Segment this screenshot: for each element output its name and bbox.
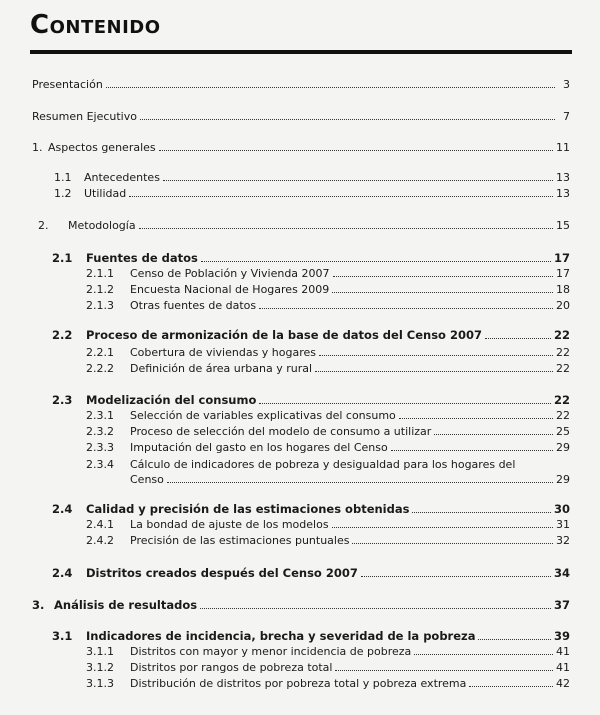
toc-entry-title: Censo de Población y Vivienda 2007 (130, 267, 330, 280)
toc-entry-title: Metodología (68, 219, 136, 232)
dot-leader (414, 646, 553, 655)
dot-leader (139, 220, 553, 229)
toc-entry (86, 473, 570, 486)
toc-entry-title: Distribución de distritos por pobreza total y pobreza extrema (130, 677, 467, 690)
toc-entry (52, 251, 570, 265)
toc-entry-number: 3.1.2 (86, 661, 114, 674)
dot-leader (478, 631, 551, 640)
dot-leader (163, 172, 553, 181)
toc-entry (52, 566, 570, 580)
toc-entry-page: 22 (556, 409, 570, 422)
toc-entry-number: 2. (38, 219, 49, 232)
toc-entry (86, 283, 570, 296)
toc-entry (86, 346, 570, 359)
dot-leader (315, 363, 553, 372)
dot-leader (167, 474, 553, 483)
dot-leader (200, 600, 551, 609)
toc-entry-page: 15 (556, 219, 570, 232)
toc-entry-number: 2.2 (52, 328, 73, 342)
dot-leader (319, 347, 553, 356)
toc-entry-number: 2.3.2 (86, 425, 114, 438)
toc-entry-title: Otras fuentes de datos (130, 299, 257, 312)
toc-entry-page: 22 (556, 346, 570, 359)
dot-leader (332, 519, 553, 528)
toc-entry-page: 11 (556, 141, 570, 154)
dot-leader (106, 79, 555, 88)
toc-entry-title: Resumen Ejecutivo (32, 110, 137, 123)
toc-entry-title: Distritos con mayor y menor incidencia de pobreza (130, 645, 412, 658)
toc-entry-page: 32 (556, 534, 570, 547)
toc-entry-title: Fuentes de datos (86, 251, 198, 265)
dot-leader (333, 268, 553, 277)
dot-leader (140, 111, 555, 120)
toc-entry-number: 2.3.4 (86, 458, 114, 471)
toc-entry-title: Antecedentes (84, 171, 160, 184)
toc-entry-page: 13 (556, 171, 570, 184)
toc-entry-title: Imputación del gasto en los hogares del Censo (130, 441, 388, 454)
toc-entry-page: 22 (553, 393, 570, 407)
toc-entry (86, 409, 570, 422)
dot-leader (391, 442, 553, 451)
dot-leader (259, 395, 551, 404)
toc-entry-number: 1.1 (54, 171, 72, 184)
toc-entry (86, 645, 570, 658)
toc-entry-number: 1.2 (54, 187, 72, 200)
toc-entry-title: Definición de área urbana y rural (130, 362, 313, 375)
toc-entry (86, 457, 515, 472)
toc-entry-title: Utilidad (84, 187, 127, 200)
toc-entry (52, 629, 570, 643)
toc-entry-page: 29 (556, 473, 570, 486)
toc-entry-number: 2.1.2 (86, 283, 114, 296)
toc-entry-title: Análisis de resultados (54, 598, 198, 612)
toc-entry-page: 22 (556, 362, 570, 375)
toc-entry-page: 29 (556, 441, 570, 454)
toc-entry-number: 2.3.1 (86, 409, 114, 422)
dot-leader (399, 410, 553, 419)
toc-entry (54, 187, 570, 200)
dot-leader (485, 330, 551, 339)
toc-entry (86, 425, 570, 438)
toc-entry (86, 534, 570, 547)
toc-entry-title: Aspectos generales (48, 141, 156, 154)
dot-leader (469, 678, 553, 687)
dot-leader (434, 426, 553, 435)
toc-entry-page: 37 (553, 598, 570, 612)
toc-entry-number: 2.1 (52, 251, 73, 265)
toc-entry-number: 2.1.3 (86, 299, 114, 312)
toc-entry (52, 328, 570, 342)
toc-entry (52, 502, 570, 516)
toc-entry-title: Censo (130, 473, 164, 486)
toc-entry (54, 171, 570, 184)
toc-entry-number: 3. (32, 598, 45, 612)
toc-entry-page: 34 (553, 566, 570, 580)
dot-leader (332, 284, 553, 293)
toc-entry (86, 441, 570, 454)
toc-entry-title: Proceso de armonización de la base de datos del Censo 2007 (86, 328, 482, 342)
toc-entry-page: 25 (556, 425, 570, 438)
toc-entry (38, 219, 570, 232)
dot-leader (259, 300, 553, 309)
toc-entry-page: 41 (556, 661, 570, 674)
toc-entry-number: 2.2.1 (86, 346, 114, 359)
toc-entry (86, 661, 570, 674)
page-title: Contenido (30, 10, 161, 40)
toc-entry-number: 3.1.3 (86, 677, 114, 690)
dot-leader (361, 568, 551, 577)
toc-entry-title: Modelización del consumo (86, 393, 257, 407)
toc-entry-title: Presentación (32, 78, 103, 91)
toc-entry-number: 2.4 (52, 566, 73, 580)
toc-entry-page: 31 (556, 518, 570, 531)
toc-entry-page: 17 (556, 267, 570, 280)
toc-entry (86, 362, 570, 375)
toc-entry-title: Encuesta Nacional de Hogares 2009 (130, 283, 330, 296)
toc-entry-page: 13 (556, 187, 570, 200)
toc-entry-number: 3.1.1 (86, 645, 114, 658)
toc-entry-number: 2.4.1 (86, 518, 114, 531)
dot-leader (129, 188, 553, 197)
toc-entry (32, 598, 570, 612)
dot-leader (335, 662, 553, 671)
dot-leader (201, 253, 551, 262)
toc-entry-page: 39 (553, 629, 570, 643)
dot-leader (352, 535, 553, 544)
toc-entry (32, 141, 570, 154)
toc-entry-number: 2.4.2 (86, 534, 114, 547)
toc-entry-title: Calidad y precisión de las estimaciones obtenidas (86, 502, 410, 516)
toc-entry-page: 42 (556, 677, 570, 690)
title-rule (30, 50, 572, 54)
toc-entry-number: 2.3 (52, 393, 73, 407)
toc-entry-title: La bondad de ajuste de los modelos (130, 518, 329, 531)
toc-entry-page: 30 (553, 502, 570, 516)
toc-entry-page: 7 (563, 110, 570, 123)
toc-entry-page: 41 (556, 645, 570, 658)
toc-entry-number: 1. (32, 141, 43, 154)
toc-entry-title: Distritos por rangos de pobreza total (130, 661, 333, 674)
toc-entry-title: Indicadores de incidencia, brecha y severidad de la pobreza (86, 629, 476, 643)
toc-entry-title: Cálculo de indicadores de pobreza y desigualdad para los hogares del (130, 458, 516, 471)
toc-entry-title: Proceso de selección del modelo de consumo a utilizar (130, 425, 432, 438)
toc-entry (52, 393, 570, 407)
toc-entry (86, 677, 570, 690)
toc-entry (86, 299, 570, 312)
toc-entry-page: 20 (556, 299, 570, 312)
dot-leader (159, 142, 553, 151)
toc-entry-title: Distritos creados después del Censo 2007 (86, 566, 358, 580)
toc-entry-title: Selección de variables explicativas del consumo (130, 409, 396, 422)
toc-entry-page: 18 (556, 283, 570, 296)
toc-entry (32, 78, 570, 91)
toc-entry-page: 17 (553, 251, 570, 265)
toc-entry-number: 2.2.2 (86, 362, 114, 375)
toc-entry-number: 3.1 (52, 629, 73, 643)
dot-leader (412, 504, 551, 513)
toc-entry (86, 518, 570, 531)
toc-entry-number: 2.3.3 (86, 441, 114, 454)
toc-entry-page: 22 (553, 328, 570, 342)
toc-entry-number: 2.1.1 (86, 267, 114, 280)
toc-entry-title: Cobertura de viviendas y hogares (130, 346, 317, 359)
toc-entry-title: Precisión de las estimaciones puntuales (130, 534, 350, 547)
toc-entry-page: 3 (563, 78, 570, 91)
toc-entry (86, 267, 570, 280)
toc-entry (32, 110, 570, 123)
toc-entry-number: 2.4 (52, 502, 73, 516)
